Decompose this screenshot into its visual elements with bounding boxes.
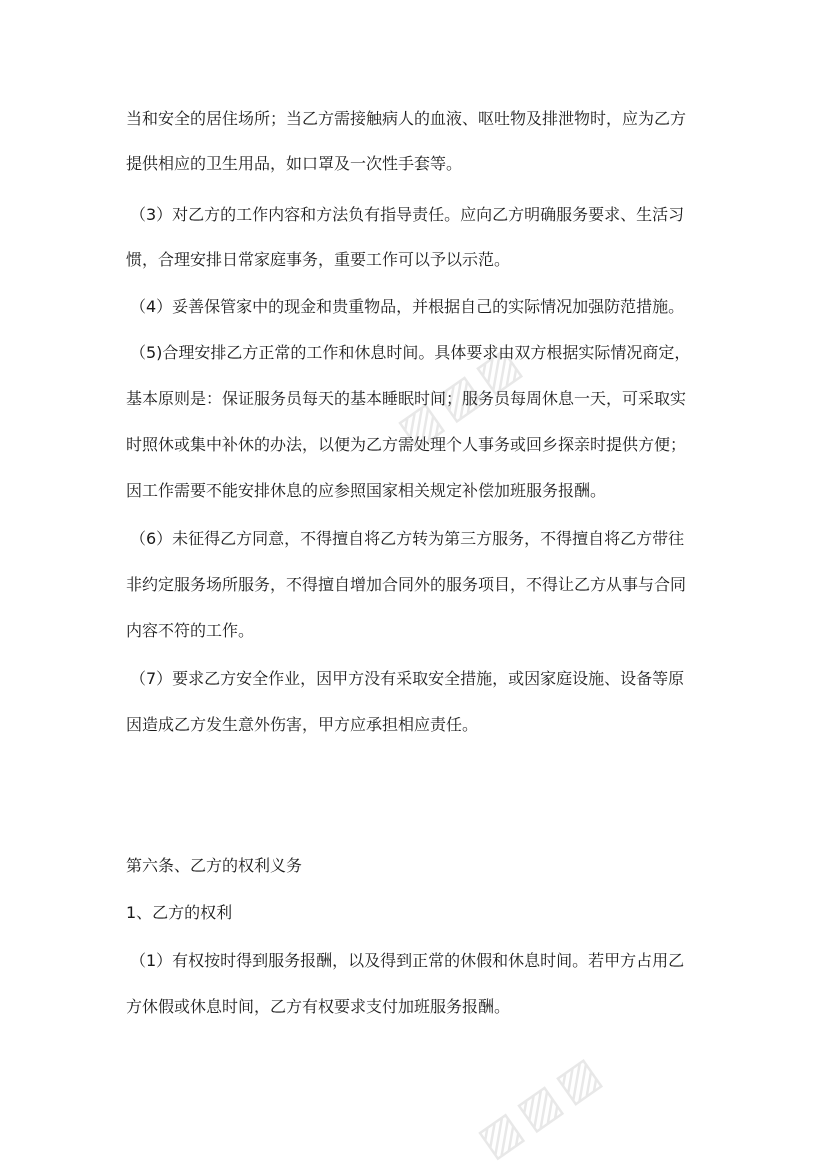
watermark: ▨▨▨ — [468, 1043, 615, 1168]
paragraph-line: （5)合理安排乙方正常的工作和休息时间。具体要求由双方根据实际情况商定， — [130, 343, 691, 362]
paragraph-line: 内容不符的工作。 — [126, 621, 255, 640]
paragraph-line: 基本原则是：保证服务员每天的基本睡眠时间；服务员每周休息一天，可采取实 — [126, 389, 687, 408]
subsection-heading: 1、乙方的权利 — [126, 903, 233, 922]
paragraph-line: 惯，合理安排日常家庭事务，重要工作可以予以示范。 — [126, 250, 511, 269]
paragraph-line: （7）要求乙方安全作业，因甲方没有采取安全措施，或因家庭设施、设备等原 — [130, 669, 685, 688]
paragraph-line: 方休假或休息时间，乙方有权要求支付加班服务报酬。 — [126, 997, 511, 1016]
paragraph-line: （4）妥善保管家中的现金和贵重物品，并根据自己的实际情况加强防范措施。 — [130, 297, 685, 316]
paragraph-line: （1）有权按时得到服务报酬，以及得到正常的休假和休息时间。若甲方占用乙 — [130, 951, 685, 970]
paragraph-line: 当和安全的居住场所；当乙方需接触病人的血液、呕吐物及排泄物时，应为乙方 — [126, 109, 687, 128]
paragraph-line: （3）对乙方的工作内容和方法负有指导责任。应向乙方明确服务要求、生活习 — [130, 205, 685, 224]
watermark: ▨▨▨ — [388, 333, 535, 458]
paragraph-line: 时照休或集中补休的办法，以便为乙方需处理个人事务或回乡探亲时提供方便； — [126, 435, 687, 454]
paragraph-line: 提供相应的卫生用品，如口罩及一次性手套等。 — [126, 154, 463, 173]
paragraph-line: 非约定服务场所服务，不得擅自增加合同外的服务项目，不得让乙方从事与合同 — [126, 575, 687, 594]
paragraph-line: 因工作需要不能安排休息的应参照国家相关规定补偿加班服务报酬。 — [126, 481, 607, 500]
section-heading: 第六条、乙方的权利义务 — [126, 856, 303, 875]
paragraph-line: 因造成乙方发生意外伤害，甲方应承担相应责任。 — [126, 715, 479, 734]
paragraph-line: （6）未征得乙方同意，不得擅自将乙方转为第三方服务，不得擅自将乙方带往 — [130, 529, 685, 548]
